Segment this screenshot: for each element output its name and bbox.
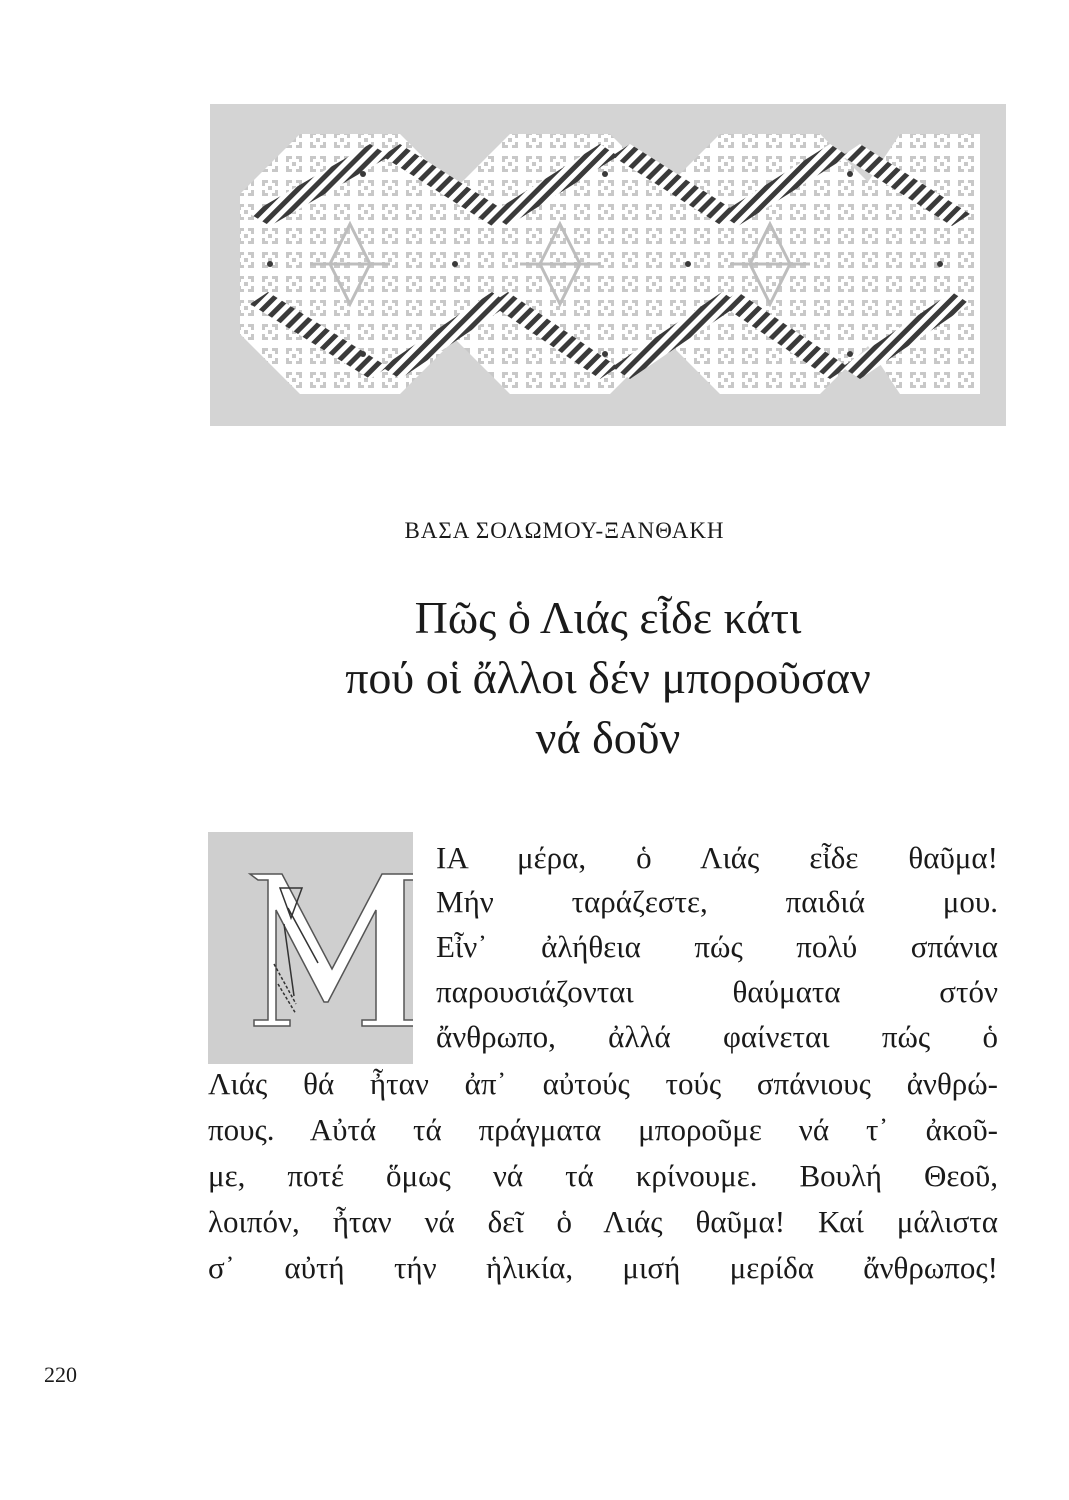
story-title bbox=[210, 588, 1006, 768]
paragraph-line: πους. Αὐτά τά πράγματα μποροῦμε νά τ᾽ ἀκοῦ- bbox=[208, 1112, 998, 1147]
ornament-banner bbox=[210, 104, 1006, 426]
drop-cap bbox=[208, 832, 413, 1064]
paragraph-line: ἄνθρωπο, ἀλλά φαίνεται πώς ὁ bbox=[436, 1019, 998, 1054]
paragraph-line: Εἶν᾽ ἀλήθεια πώς πολύ σπάνια bbox=[436, 929, 998, 964]
paragraph-line: λοιπόν, ἦταν νά δεῖ ὁ Λιάς θαῦμα! Καί μάλιστα bbox=[208, 1204, 998, 1239]
title-line: Πῶς ὁ Λιάς εἶδε κάτι bbox=[414, 592, 802, 643]
paragraph-line: ΙΑ μέρα, ὁ Λιάς εἶδε θαῦμα! bbox=[436, 840, 998, 875]
drop-cap-letter: Μ bbox=[310, 972, 311, 973]
title-line: νά δοῦν bbox=[535, 712, 681, 763]
embroidery-pattern-icon bbox=[210, 104, 1006, 426]
paragraph-line: Μήν ταράζεστε, παιδιά μου. bbox=[436, 884, 998, 919]
author-name: ΒΑΣΑ ΣΟΛΩΜΟΥ-ΞΑΝΘΑΚΗ bbox=[404, 518, 725, 543]
paragraph-line: παρουσιάζονται θαύματα στόν bbox=[436, 974, 998, 1009]
paragraph-line: σ᾽ αὐτή τήν ἡλικία, μισή μερίδα ἄνθρωπος! bbox=[208, 1250, 998, 1285]
paragraph-line: Λιάς θά ἦταν ἀπ᾽ αὐτούς τούς σπάνιους ἀνθρώ- bbox=[208, 1066, 998, 1101]
paragraph-line: με, ποτέ ὅμως νά τά κρίνουμε. Βουλή Θεοῦ, bbox=[208, 1158, 998, 1193]
page-number: 220 bbox=[44, 1362, 77, 1387]
title-line: πού οἱ ἄλλοι δέν μποροῦσαν bbox=[345, 652, 871, 703]
